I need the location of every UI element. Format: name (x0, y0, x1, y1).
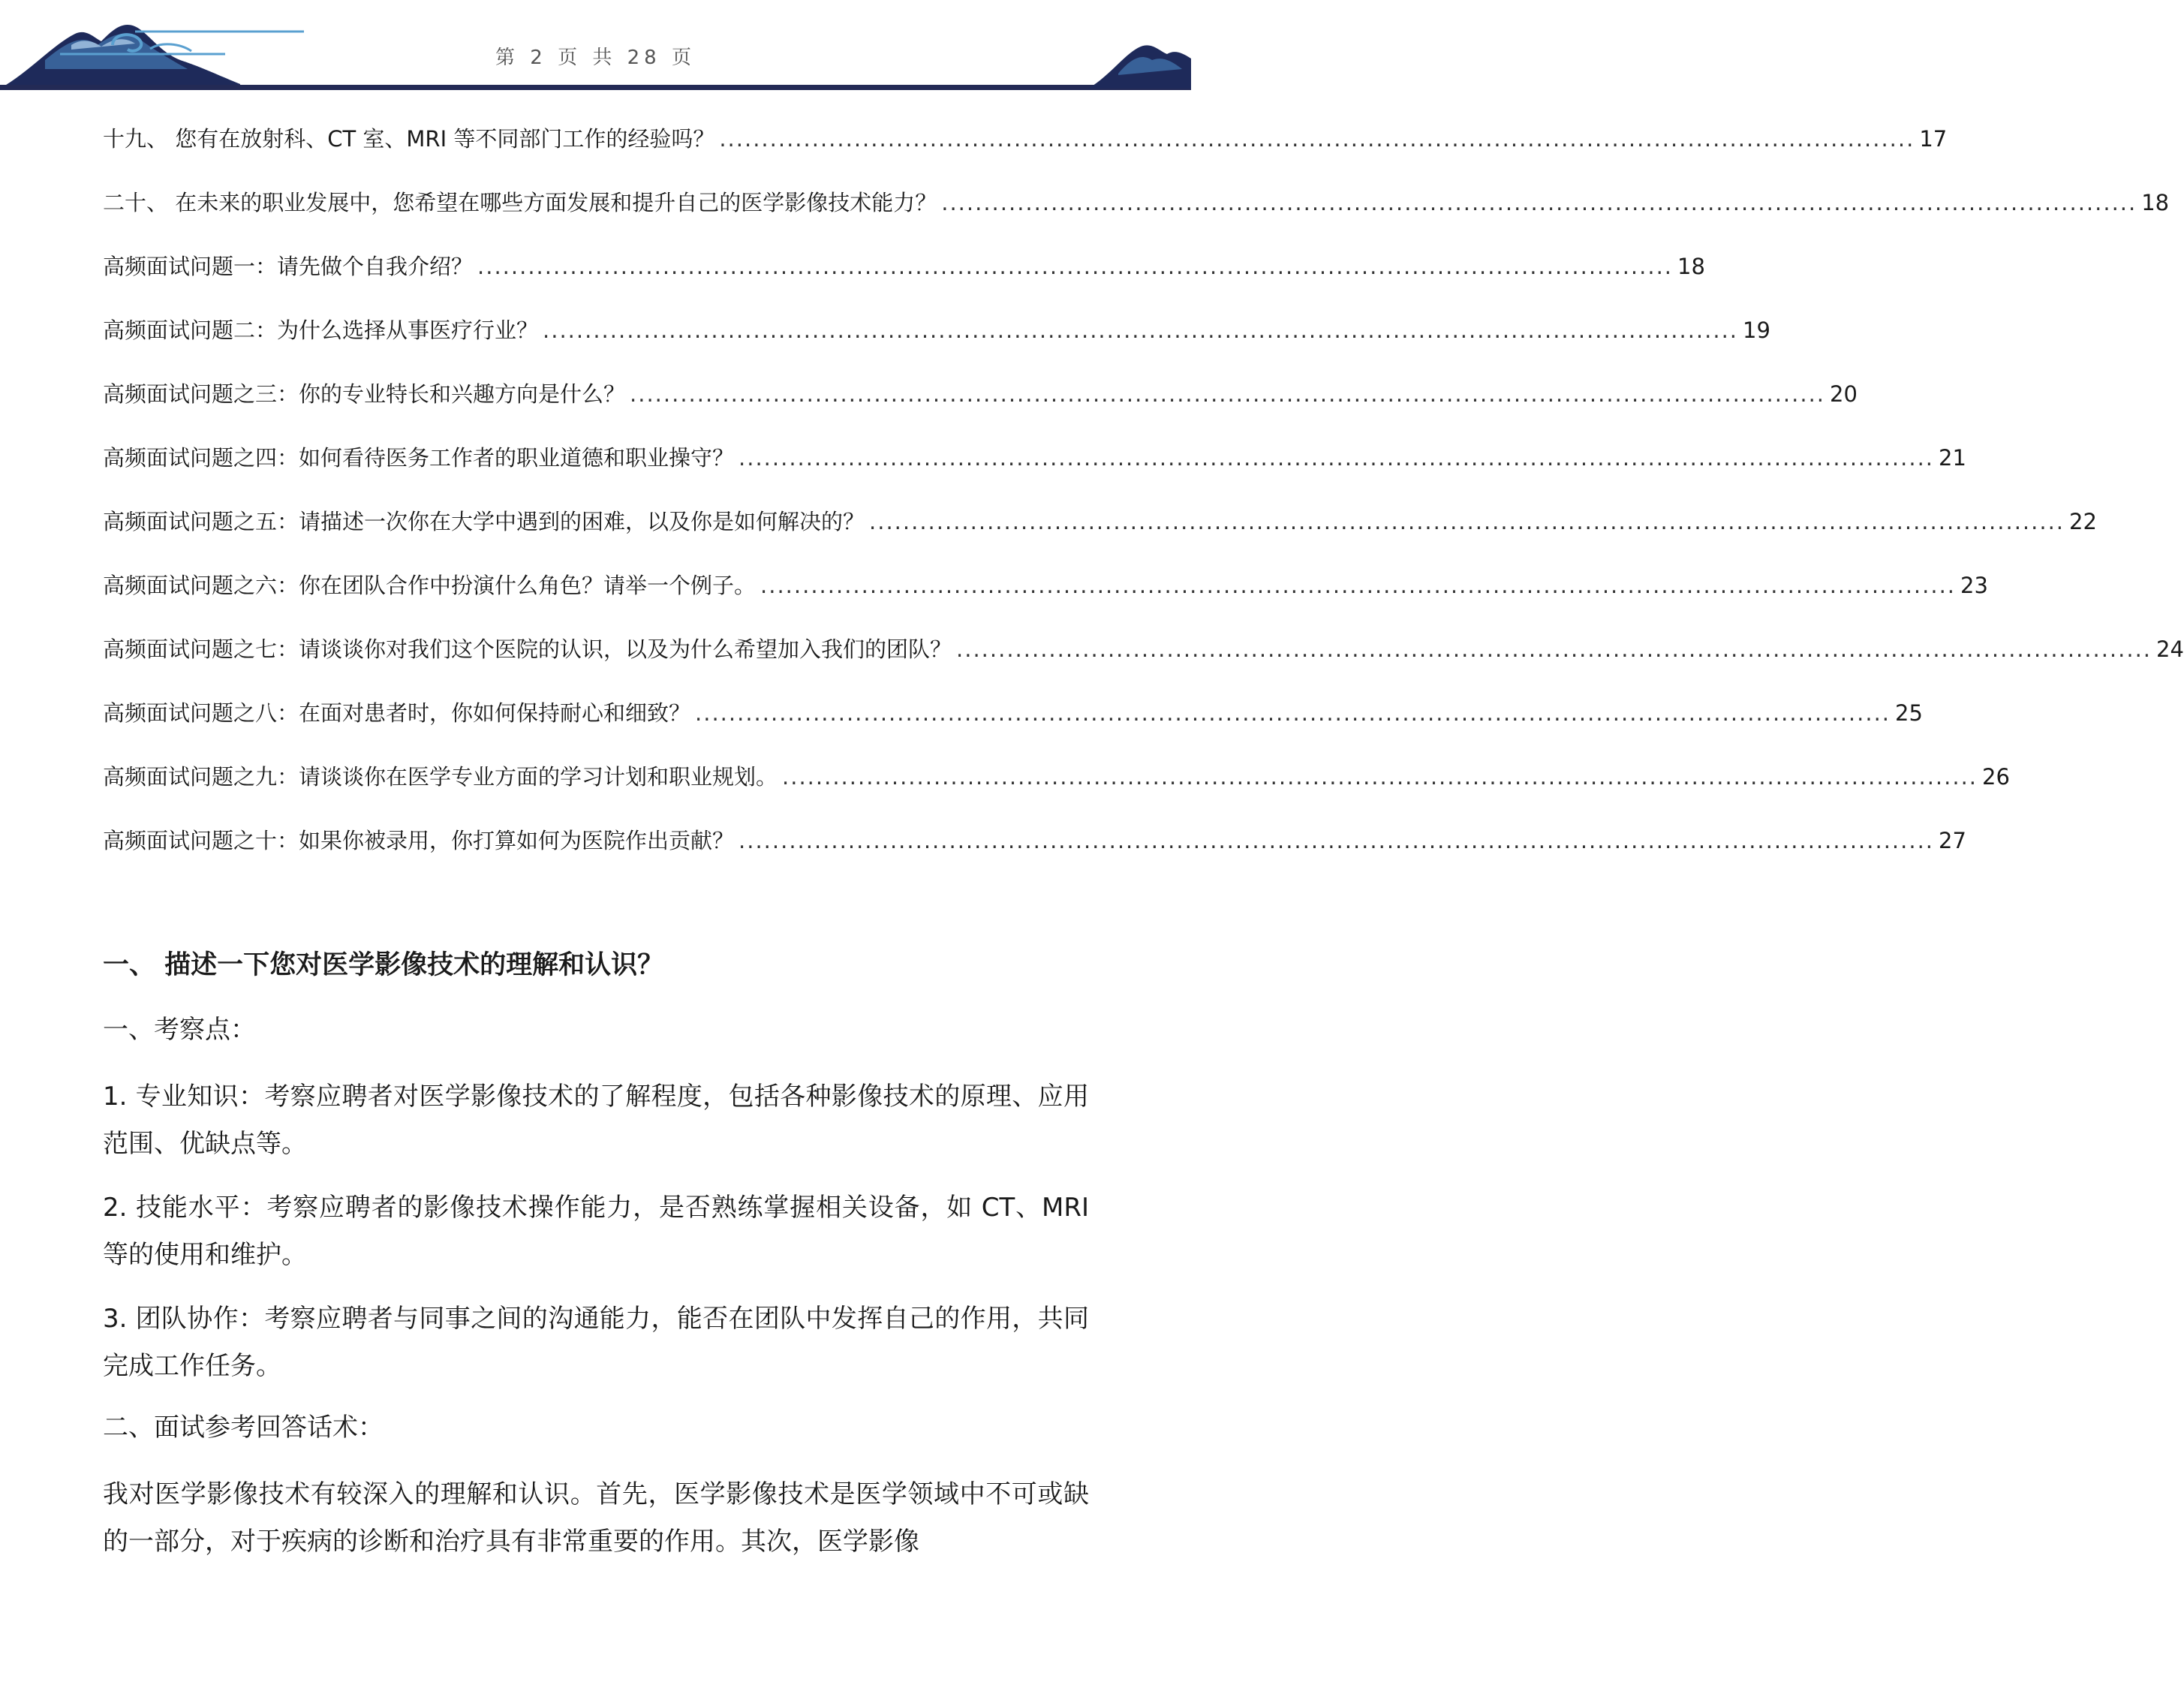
toc-item-page: 25 (1895, 700, 1923, 726)
toc-item-title: 高频面试问题之十：如果你被录用，你打算如何为医院作出贡献？ (103, 828, 735, 853)
toc-item[interactable] (103, 378, 1858, 441)
toc-item-page: 23 (1960, 573, 1988, 598)
point-paragraph: 2. 技能水平：考察应聘者的影像技术操作能力，是否熟练掌握相关设备，如 CT、MRI 等的使用和维护。 (103, 1193, 1089, 1270)
subheading-reference-answer: 二、面试参考回答话术： (103, 1413, 384, 1443)
toc-leader-dots: .............................................................................................................................................. (739, 828, 1935, 853)
toc-item[interactable] (103, 633, 2184, 697)
toc-item[interactable] (103, 824, 1966, 888)
toc-item-title: 高频面试问题一：请先做个自我介绍？ (103, 254, 474, 279)
toc-leader-dots: .............................................................................................................................................. (719, 126, 1915, 152)
toc-item-page: 18 (2141, 190, 2170, 215)
toc-item[interactable] (103, 441, 1966, 505)
toc-item[interactable] (103, 122, 1948, 186)
toc-leader-dots: .............................................................................................................................................. (739, 445, 1935, 471)
page-number: 第 2 页 共 28 页 (495, 47, 696, 69)
toc-item[interactable] (103, 186, 2170, 250)
toc-item-page: 27 (1939, 828, 1966, 853)
toc-leader-dots: .............................................................................................................................................. (956, 636, 2152, 662)
toc-leader-dots: .............................................................................................................................................. (941, 190, 2137, 215)
toc-item[interactable] (103, 314, 1770, 378)
table-of-contents (103, 122, 2184, 888)
toc-leader-dots: .............................................................................................................................................. (477, 254, 1674, 279)
toc-item-title: 高频面试问题之七：请谈谈你对我们这个医院的认识，以及为什么希望加入我们的团队？ (103, 636, 952, 662)
toc-item-page: 17 (1919, 126, 1948, 152)
toc-leader-dots: .............................................................................................................................................. (760, 573, 1957, 598)
toc-item[interactable] (103, 505, 2097, 569)
toc-item-page: 19 (1743, 317, 1770, 343)
point-paragraph: 1. 专业知识：考察应聘者对医学影像技术的了解程度，包括各种影像技术的原理、应用范围、优缺点等。 (103, 1082, 1089, 1159)
toc-leader-dots: .............................................................................................................................................. (695, 700, 1891, 726)
toc-item-page: 20 (1830, 381, 1858, 407)
toc-item-title: 高频面试问题之三：你的专业特长和兴趣方向是什么？ (103, 381, 626, 407)
toc-item-title: 二十、 在未来的职业发展中，您希望在哪些方面发展和提升自己的医学影像技术能力？ (103, 190, 937, 215)
section-heading: 一、 描述一下您对医学影像技术的理解和认识？ (103, 950, 664, 980)
subheading-focus-points: 一、考察点： (103, 1015, 256, 1045)
toc-item-title: 十九、 您有在放射科、CT 室、MRI 等不同部门工作的经验吗？ (103, 126, 715, 152)
toc-item-title: 高频面试问题之五：请描述一次你在大学中遇到的困难，以及你是如何解决的？ (103, 509, 865, 534)
toc-item-title: 高频面试问题二：为什么选择从事医疗行业？ (103, 317, 539, 343)
toc-item[interactable] (103, 569, 1988, 633)
toc-leader-dots: .............................................................................................................................................. (543, 317, 1739, 343)
toc-item-title: 高频面试问题之八：在面对患者时，你如何保持耐心和细致？ (103, 700, 691, 726)
toc-item-page: 22 (2069, 509, 2097, 534)
toc-item-page: 24 (2156, 636, 2184, 662)
toc-leader-dots: .............................................................................................................................................. (869, 509, 2065, 534)
toc-item-page: 18 (1677, 254, 1705, 279)
point-paragraph: 3. 团队协作：考察应聘者与同事之间的沟通能力，能否在团队中发挥自己的作用，共同完成工作任务。 (103, 1304, 1089, 1381)
toc-item-page: 21 (1939, 445, 1966, 471)
main-content (103, 944, 1089, 1582)
page-header (0, 0, 1191, 94)
toc-item[interactable] (103, 697, 1923, 760)
toc-item-page: 26 (1982, 764, 2010, 790)
toc-item[interactable] (103, 250, 1705, 314)
toc-item-title: 高频面试问题之六：你在团队合作中扮演什么角色？请举一个例子。 (103, 573, 757, 598)
toc-item-title: 高频面试问题之九：请谈谈你在医学专业方面的学习计划和职业规划。 (103, 764, 778, 790)
toc-leader-dots: .............................................................................................................................................. (782, 764, 1978, 790)
toc-item[interactable] (103, 760, 2010, 824)
toc-leader-dots: .............................................................................................................................................. (630, 381, 1826, 407)
toc-item-title: 高频面试问题之四：如何看待医务工作者的职业道德和职业操守？ (103, 445, 735, 471)
answer-paragraph: 我对医学影像技术有较深入的理解和认识。首先，医学影像技术是医学领域中不可或缺的一部分，对于疾病的诊断和治疗具有非常重要的作用。其次，医学影像 (103, 1479, 1089, 1557)
